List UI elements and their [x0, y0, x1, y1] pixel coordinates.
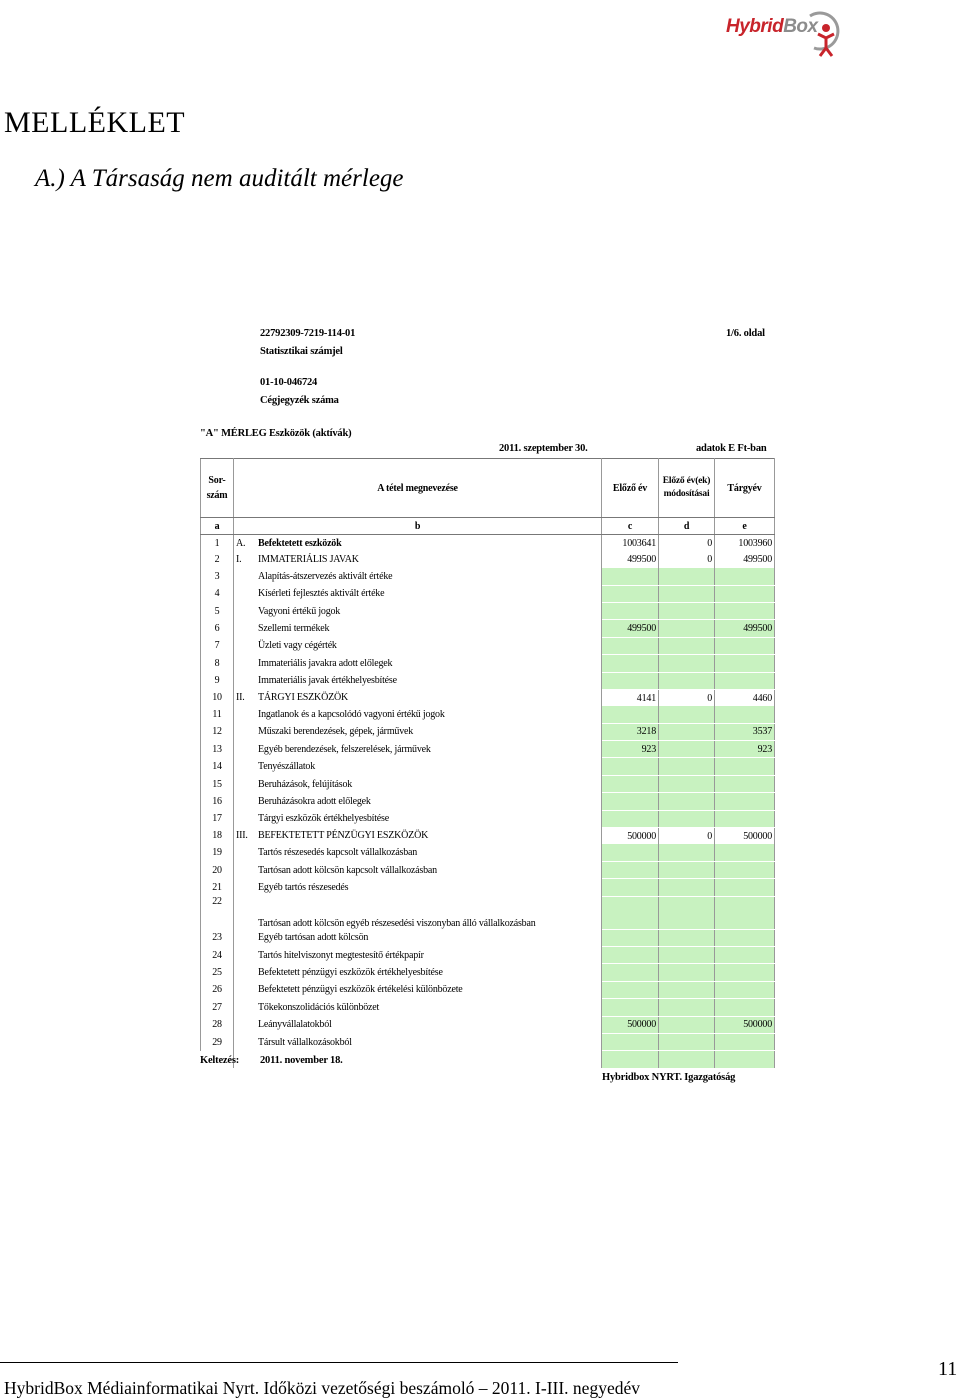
row-value-e: [715, 568, 775, 585]
row-value-e: [715, 946, 775, 963]
table-row: [201, 810, 775, 827]
row-number: 19: [201, 844, 234, 861]
row-value-c: [602, 879, 659, 896]
report-date: 2011. szeptember 30.: [499, 443, 588, 454]
header-sorszam: Sor-szám: [201, 459, 234, 518]
blank-green-cell: [602, 1051, 659, 1068]
stat-number: 22792309-7219-114-01: [260, 328, 356, 339]
row-value-c: [602, 585, 659, 602]
row-value-d: [659, 723, 715, 740]
row-label-cell: [234, 620, 602, 637]
row-label: Társult vállalkozásokból: [258, 1036, 352, 1048]
row-value-c: [602, 946, 659, 963]
row-number: 23: [201, 929, 234, 946]
row-label: Egyéb berendezések, felszerelések, járművek: [258, 743, 431, 755]
row-label: Egyéb tartós részesedés: [258, 881, 349, 893]
row-value-e: 499500: [715, 552, 775, 568]
row-label: Tartósan adott kölcsön egyéb részesedési viszonyban álló vállalkozásban: [258, 918, 536, 930]
row-label-cell: [234, 637, 602, 654]
row-value-d: [659, 585, 715, 602]
row-value-e: [715, 896, 775, 929]
letter-c: c: [602, 518, 659, 535]
row-label-cell: [234, 844, 602, 861]
table-row: [201, 741, 775, 758]
table-row: [201, 775, 775, 792]
row-prefix: A.: [236, 538, 246, 550]
row-label: Egyéb tartósan adott kölcsön: [258, 932, 369, 944]
table-row: [201, 1033, 775, 1050]
row-number: 18: [201, 828, 234, 845]
letter-d: d: [659, 518, 715, 535]
row-number: 25: [201, 964, 234, 981]
table-row: [201, 861, 775, 878]
table-row: [201, 929, 775, 946]
row-label: Műszaki berendezések, gépek, járművek: [258, 726, 414, 738]
table-row: [201, 896, 775, 929]
row-label-cell: [234, 964, 602, 981]
row-number: 26: [201, 981, 234, 998]
row-number: 7: [201, 637, 234, 654]
row-value-c: [602, 775, 659, 792]
row-label-cell: [234, 585, 602, 602]
table-row: [201, 706, 775, 723]
row-label: Immateriális javak értékhelyesbítése: [258, 675, 397, 687]
row-label: Tartós részesedés kapcsolt vállalkozásban: [258, 847, 418, 859]
row-value-e: 1003960: [715, 535, 775, 552]
row-value-d: [659, 896, 715, 929]
row-value-d: [659, 1033, 715, 1050]
row-value-e: [715, 585, 775, 602]
row-number: 13: [201, 741, 234, 758]
row-label-cell: [234, 689, 602, 706]
row-label-cell: [234, 946, 602, 963]
row-label: Kísérleti fejlesztés aktivált értéke: [258, 588, 385, 600]
row-label-cell: [234, 741, 602, 758]
row-value-c: [602, 964, 659, 981]
row-value-e: [715, 810, 775, 827]
row-value-d: [659, 999, 715, 1016]
table-body: [201, 535, 775, 1068]
row-label: Tőkekonszolidációs különbözet: [258, 1001, 380, 1013]
table-row: [201, 602, 775, 619]
row-value-c: [602, 568, 659, 585]
header-row: [201, 459, 775, 518]
row-value-c: [602, 896, 659, 929]
row-value-e: [715, 793, 775, 810]
row-number: 5: [201, 602, 234, 619]
row-number: 15: [201, 775, 234, 792]
signature: Hybridbox NYRT. Igazgatóság: [602, 1072, 736, 1083]
row-label-cell: [234, 879, 602, 896]
row-value-c: [602, 672, 659, 689]
letter-b: b: [234, 518, 602, 535]
row-value-d: [659, 620, 715, 637]
row-number: 9: [201, 672, 234, 689]
row-number: 1: [201, 535, 234, 552]
header-curr: Tárgyév: [715, 459, 775, 518]
table-row: [201, 844, 775, 861]
row-label: Befektetett pénzügyi eszközök értékelési különbözete: [258, 984, 463, 996]
row-label-cell: [234, 723, 602, 740]
row-label: BEFEKTETETT PÉNZÜGYI ESZKÖZÖK: [258, 830, 429, 842]
row-label: Tartósan adott kölcsön kapcsolt vállalkozásban: [258, 864, 437, 876]
row-value-d: [659, 758, 715, 775]
table-row: [201, 828, 775, 845]
page-subheading: A.) A Társaság nem auditált mérlege: [35, 165, 404, 192]
table-row: [201, 689, 775, 706]
row-value-d: [659, 861, 715, 878]
row-label-cell: [234, 706, 602, 723]
stat-label: Statisztikai számjel: [260, 346, 343, 357]
row-value-d: [659, 775, 715, 792]
row-number: 6: [201, 620, 234, 637]
balance-table: [200, 458, 775, 1068]
row-value-c: 500000: [602, 1016, 659, 1033]
logo-text-hybrid: Hybrid: [726, 16, 784, 37]
page-label: 1/6. oldal: [726, 328, 765, 339]
blank-green-cell: [659, 1051, 715, 1068]
row-value-e: [715, 844, 775, 861]
row-label-cell: [234, 828, 602, 845]
row-number: 22: [201, 896, 234, 929]
row-label-cell: [234, 999, 602, 1016]
reg-number: 01-10-046724: [260, 377, 318, 388]
table-row: [201, 568, 775, 585]
table-row: [201, 637, 775, 654]
row-value-e: [715, 775, 775, 792]
page-number: 11: [938, 1358, 958, 1380]
row-value-c: [602, 602, 659, 619]
row-value-d: [659, 946, 715, 963]
row-number: 17: [201, 810, 234, 827]
unit-label: adatok E Ft-ban: [696, 443, 767, 454]
row-value-d: 0: [659, 689, 715, 706]
row-prefix: III.: [236, 830, 248, 842]
row-label: Alapítás-átszervezés aktivált értéke: [258, 571, 393, 583]
row-number: 14: [201, 758, 234, 775]
row-value-d: [659, 672, 715, 689]
row-value-e: [715, 655, 775, 672]
table-row: [201, 879, 775, 896]
row-prefix: I.: [236, 554, 242, 566]
row-value-e: [715, 672, 775, 689]
row-label: Vagyoni értékű jogok: [258, 605, 341, 617]
row-label: Befektetett pénzügyi eszközök értékhelyesbítése: [258, 967, 443, 979]
row-label-cell: [234, 810, 602, 827]
row-value-e: [715, 637, 775, 654]
table-row: [201, 981, 775, 998]
row-label: Üzleti vagy cégérték: [258, 640, 337, 652]
row-value-c: 1003641: [602, 535, 659, 552]
date-value: 2011. november 18.: [260, 1055, 343, 1066]
row-value-d: [659, 793, 715, 810]
row-number: 16: [201, 793, 234, 810]
row-value-c: [602, 861, 659, 878]
row-value-c: 499500: [602, 552, 659, 568]
row-value-d: [659, 637, 715, 654]
row-label: Leányvállalatokból: [258, 1019, 332, 1031]
row-value-d: [659, 568, 715, 585]
row-label-cell: [234, 602, 602, 619]
row-value-c: [602, 793, 659, 810]
table-row: [201, 723, 775, 740]
row-number: 2: [201, 552, 234, 568]
row-number: 8: [201, 655, 234, 672]
row-value-d: [659, 810, 715, 827]
row-value-d: [659, 964, 715, 981]
logo-figure-icon: [804, 2, 846, 60]
row-label: Szellemi termékek: [258, 623, 330, 635]
row-value-d: [659, 1016, 715, 1033]
row-label-cell: [234, 861, 602, 878]
row-label-cell: [234, 568, 602, 585]
table-row: [201, 999, 775, 1016]
row-label: Tartós hitelviszonyt megtestesítő értékpapír: [258, 949, 424, 961]
row-value-c: [602, 758, 659, 775]
row-number: 12: [201, 723, 234, 740]
row-value-e: 499500: [715, 620, 775, 637]
row-number: 27: [201, 999, 234, 1016]
row-label-cell: [234, 552, 602, 568]
row-number: 20: [201, 861, 234, 878]
row-value-d: [659, 879, 715, 896]
reg-label: Cégjegyzék száma: [260, 395, 339, 406]
row-value-c: 923: [602, 741, 659, 758]
row-value-c: 500000: [602, 828, 659, 845]
table-row: [201, 655, 775, 672]
row-label: Tárgyi eszközök értékhelyesbítése: [258, 813, 389, 825]
row-label: Ingatlanok és a kapcsolódó vagyoni értékű jogok: [258, 709, 445, 721]
row-number: 24: [201, 946, 234, 963]
row-number: 28: [201, 1016, 234, 1033]
row-value-c: 3218: [602, 723, 659, 740]
table-row: [201, 585, 775, 602]
row-label-cell: [234, 775, 602, 792]
table-row: [201, 758, 775, 775]
row-label: Befektetett eszközök: [258, 538, 342, 550]
table-row: [201, 946, 775, 963]
row-value-d: [659, 844, 715, 861]
row-number: 10: [201, 689, 234, 706]
row-number: 21: [201, 879, 234, 896]
row-value-e: 3537: [715, 723, 775, 740]
row-value-e: [715, 706, 775, 723]
footer-divider: [0, 1362, 678, 1363]
hybridbox-logo: [726, 2, 848, 60]
row-value-c: [602, 929, 659, 946]
table-title: "A" MÉRLEG Eszközök (aktívák): [200, 428, 352, 439]
table-row: [201, 535, 775, 552]
table-row: [201, 620, 775, 637]
row-value-c: [602, 981, 659, 998]
row-label-cell: [234, 1016, 602, 1033]
row-label: Tenyészállatok: [258, 761, 316, 773]
row-value-e: [715, 758, 775, 775]
row-value-e: [715, 602, 775, 619]
row-label: TÁRGYI ESZKÖZÖK: [258, 692, 349, 704]
table-row: [201, 964, 775, 981]
row-value-c: 499500: [602, 620, 659, 637]
row-value-e: [715, 879, 775, 896]
row-number: 4: [201, 585, 234, 602]
row-label-cell: [234, 929, 602, 946]
row-value-d: [659, 741, 715, 758]
row-label: IMMATERIÁLIS JAVAK: [258, 554, 359, 566]
header-mod: Előző év(ek) módosításai: [659, 459, 715, 518]
row-label-cell: [234, 793, 602, 810]
page-heading: MELLÉKLET: [4, 106, 186, 139]
row-label-cell: [234, 535, 602, 552]
row-value-d: 0: [659, 552, 715, 568]
row-value-e: [715, 861, 775, 878]
row-label: Beruházásokra adott előlegek: [258, 795, 371, 807]
letter-a: a: [201, 518, 234, 535]
row-label-cell: [234, 758, 602, 775]
footer-text: HybridBox Médiainformatikai Nyrt. Időközi vezetőségi beszámoló – 2011. I-III. negyedév: [4, 1378, 640, 1398]
row-value-d: 0: [659, 828, 715, 845]
row-value-e: 4460: [715, 689, 775, 706]
header-name: A tétel megnevezése: [234, 459, 602, 518]
letter-e: e: [715, 518, 775, 535]
row-label-cell: [234, 655, 602, 672]
row-label-cell: [234, 1033, 602, 1050]
row-prefix: II.: [236, 692, 245, 704]
row-value-c: [602, 999, 659, 1016]
date-label: Keltezés:: [200, 1055, 240, 1066]
table-row: [201, 1016, 775, 1033]
row-value-e: 500000: [715, 828, 775, 845]
table-row: [201, 552, 775, 568]
row-value-e: [715, 999, 775, 1016]
row-value-e: 500000: [715, 1016, 775, 1033]
logo-text-box: Box: [783, 16, 818, 37]
row-value-c: [602, 637, 659, 654]
row-value-e: 923: [715, 741, 775, 758]
row-number: 29: [201, 1033, 234, 1050]
row-value-c: [602, 1033, 659, 1050]
table-row: [201, 672, 775, 689]
row-label-cell: [234, 672, 602, 689]
row-value-c: [602, 810, 659, 827]
row-value-d: [659, 981, 715, 998]
row-number: 3: [201, 568, 234, 585]
balance-sheet-scan: [196, 324, 776, 1094]
blank-green-cell: [715, 1051, 775, 1068]
row-value-d: 0: [659, 535, 715, 552]
header-prev: Előző év: [602, 459, 659, 518]
row-label: Beruházások, felújítások: [258, 778, 353, 790]
row-value-d: [659, 602, 715, 619]
row-number: 11: [201, 706, 234, 723]
row-label-cell: [234, 981, 602, 998]
row-value-c: [602, 706, 659, 723]
row-value-d: [659, 706, 715, 723]
row-value-c: [602, 655, 659, 672]
row-value-d: [659, 655, 715, 672]
row-value-e: [715, 929, 775, 946]
letter-row: [201, 518, 775, 535]
row-label-cell: [234, 896, 602, 929]
row-value-e: [715, 981, 775, 998]
table-row: [201, 793, 775, 810]
row-value-e: [715, 1033, 775, 1050]
row-value-c: 4141: [602, 689, 659, 706]
row-label: Immateriális javakra adott előlegek: [258, 657, 393, 669]
row-value-d: [659, 929, 715, 946]
row-value-c: [602, 844, 659, 861]
row-value-e: [715, 964, 775, 981]
